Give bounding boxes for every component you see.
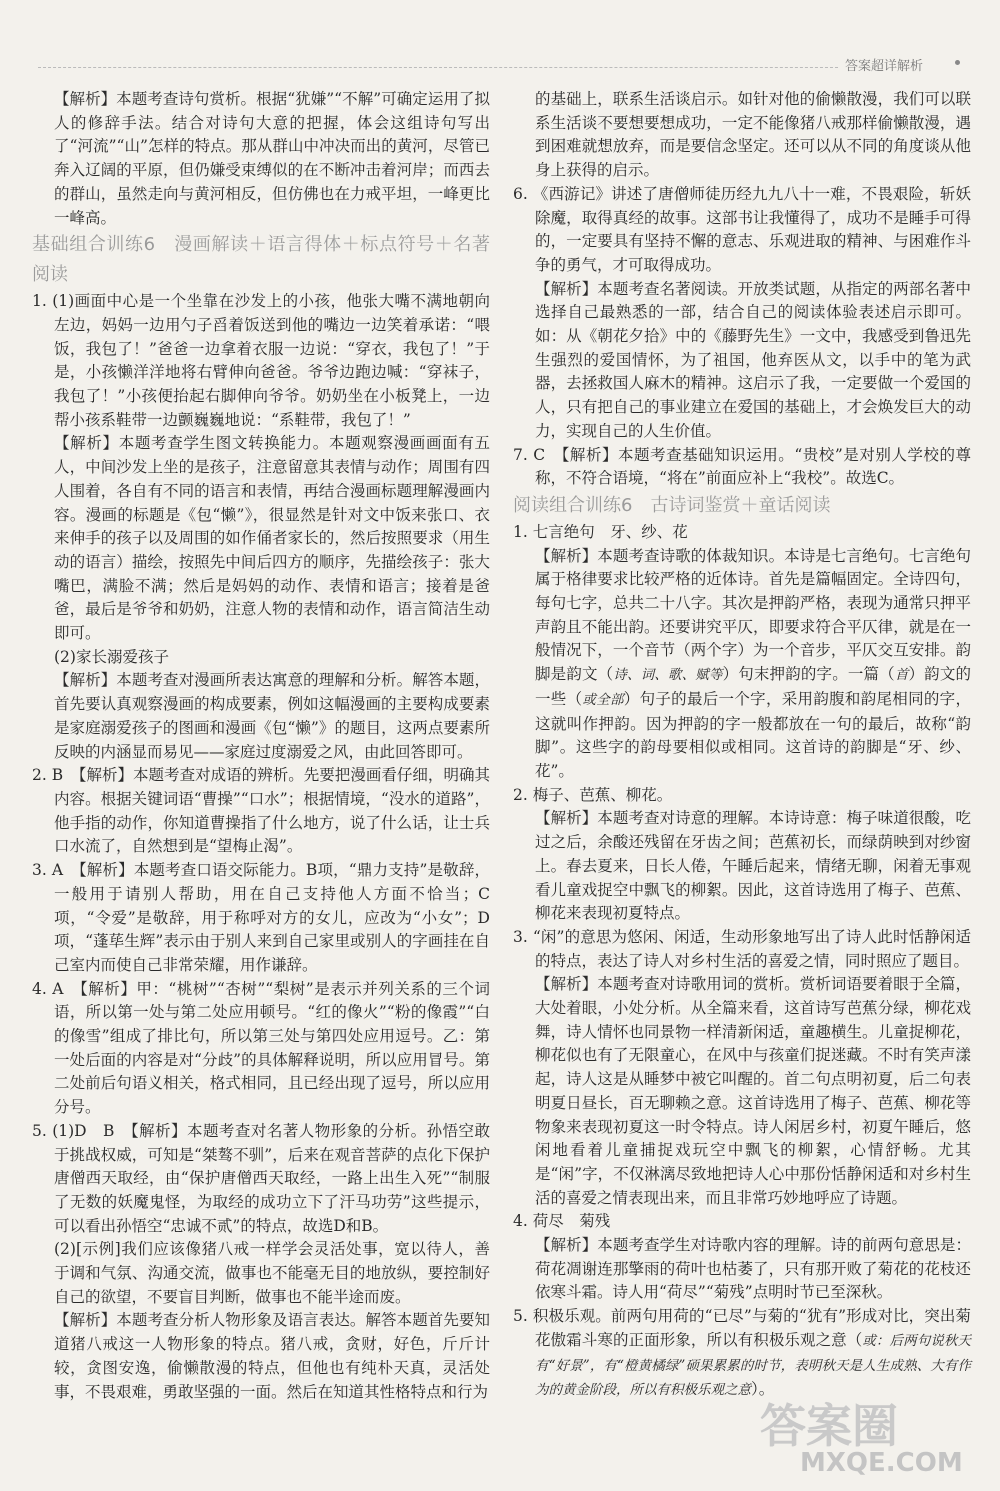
answer-item: 6. 《西游记》讲述了唐僧师徒历经九九八十一难，不畏艰险，斩妖除魔，取得真经的故事。这部书让我懂得了，成功不是睡手可得的，一定要具有坚持不懈的意志、乐观进取的精神、与困难作斗争的勇气，才可取得成功。 <box>513 184 971 274</box>
section-heading: 基础组合训练6 漫画解读＋语言得体＋标点符号＋名著阅读 <box>32 234 490 286</box>
answer-item <box>513 1305 971 1403</box>
answer-item: 4. A 【解析】甲：“桃树”“杏树”“梨树”是表示并列关系的三个词语，所以第一处与第二处应用顿号。“红的像火”“粉的像霞”“白的像雪”组成了排比句，所以第三处与第四处应用逗号。乙：第一处后面的内容是对“分歧”的具体解释说明，所以应用冒号。第二处前后句语义相关，格式相同，且已经出现了逗号，所以应用分号。 <box>32 979 490 1117</box>
answer-subitem: (2)[示例]我们应该像猪八戒一样学会灵活处事，宽以待人，善于调和气氛、沟通交流，做事也不能毫无目的地放纵，要控制好自己的欲望，不要盲目判断，做事也不能半途而废。 <box>54 1240 490 1306</box>
text-run: ）韵文的一些（ <box>535 665 971 708</box>
analysis-paragraph: 的基础上，联系生活谈启示。如针对他的偷懒散漫，我们可以联系生活谈不要想要想成功，一定不能像猪八戒那样偷懒散漫，遇到困难就想放弃，而是要信念坚定。还可以从不同的角度谈从他身上获得的启示。 <box>535 90 971 180</box>
text-run: 5. 积极乐观。前两句用荷的“已尽”与菊的“犹有”形成对比，突出菊花傲霜斗寒的正面形象，所以有积极乐观之意（ <box>513 1307 971 1349</box>
answer-item: 4. 荷尽 菊残 <box>513 1212 611 1231</box>
note-run: 诗、词、歌、赋等 <box>613 667 723 684</box>
answer-subitem: (2)家长溺爱孩子 <box>54 647 169 666</box>
text-run: ）。 <box>751 1380 775 1399</box>
answer-item: 1. (1)画面中心是一个坐靠在沙发上的小孩，他张大嘴不满地朝向左边，妈妈一边用勺子舀着饭送到他的嘴边一边笑着承诺：“喂饭，我包了！”爸爸一边拿着衣服一边说：“穿衣，我包了！”于是，小孩懒洋洋地将右臂伸向爸爸。爷爷边跑边喊：“穿袜子，我包了！”小孩便抬起右脚伸向爷爷。奶奶坐在小板凳上，一边帮小孩系鞋带一边颤巍巍地说：“系鞋带，我包了！” <box>32 292 490 429</box>
right-column <box>513 88 971 1403</box>
analysis-paragraph <box>513 545 971 784</box>
answer-item: 3. A 【解析】本题考查口语交际能力。B项，“鼎力支持”是敬辞，一般用于请别人帮助，用在自己支持他人方面不恰当；C项，“令爱”是敬辞，用于称呼对方的女儿，应改为“小女”；D项，“蓬荜生辉”表示由于别人来到自己家里或别人的字画挂在自己室内而使自己非常荣耀，用作谦辞。 <box>32 861 490 974</box>
note-run: 或全部 <box>582 691 624 708</box>
analysis-paragraph: 【解析】本题考查名著阅读。开放类试题，从指定的两部名著中选择自己最熟悉的一部，结合自己的阅读体验表述启示即可。如：从《朝花夕拾》中的《藤野先生》一文中，我感受到鲁迅先生强烈的爱国情怀，为了祖国，他弃医从文，以手中的笔为武器，去拯救国人麻木的精神。这启示了我，一定要做一个爱国的人，只有把自己的事业建立在爱国的基础上，才会焕发巨大的动力，实现自己的人生价值。 <box>535 279 971 440</box>
analysis-paragraph: 【解析】本题考查诗句赏析。根据“犹嫌”“不解”可确定运用了拟人的修辞手法。结合对诗句大意的把握，体会这组诗句写出了“河流”“山”怎样的特点。那从群山中冲决而出的黄河，尽管已奔入辽阔的平原，但仍嫌受束缚似的在不断冲击着河岸；而西去的群山，虽然走向与黄河相反，但仿佛也在力戒平坦，一峰更比一峰高。 <box>54 90 490 227</box>
analysis-paragraph: 【解析】本题考查学生图文转换能力。本题观察漫画画面有五人，中间沙发上坐的是孩子，注意留意其表情与动作；周围有四人围着，各自有不同的语言和表情，再结合漫画标题理解漫画内容。漫画的标题是《包“懒”》，很显然是针对文中饭来张口、衣来伸手的孩子以及周围的如作俑者家长的，然后按照要求（用生动的语言）描绘，按照先中间后四方的顺序，先描绘孩子：张大嘴巴，满脸不满；然后是妈妈的动作、表情和语言；接着是爸爸，最后是爷爷和奶奶，注意人物的表情和动作，语言简洁生动即可。 <box>54 434 490 643</box>
watermark-logo-text: 答案圈 <box>760 1399 898 1453</box>
note-run: 首 <box>894 667 909 684</box>
text-run: 【解析】本题考查诗歌的体裁知识。本诗是七言绝句。七言绝句属于格律要求比较严格的近体诗。首先是篇幅固定。全诗四句，每句七字，总共二十八字。其次是押韵严格，表现为通常只押平声韵且不能出韵。还要讲究平仄，即要求符合平仄律，就是在一般情况下，一个音节（两个字）为一个音步，平仄交互安排。韵脚是韵文（ <box>535 546 971 684</box>
answer-item: 3. “闲”的意思为悠闲、闲适，生动形象地写出了诗人此时恬静闲适的特点，表达了诗人对乡村生活的喜爱之情，同时照应了题目。 <box>513 927 971 970</box>
analysis-paragraph: 【解析】本题考查学生对诗歌内容的理解。诗的前两句意思是：荷花凋谢连那擎雨的荷叶也枯萎了，只有那开败了菊花的花枝还依寒斗霜。诗人用“荷尽”“菊残”点明时节已至深秋。 <box>535 1236 971 1302</box>
header-dot <box>955 60 960 65</box>
analysis-paragraph: 【解析】本题考查对漫画所表达寓意的理解和分析。解答本题，首先要认真观察漫画的构成要素，例如这幅漫画的主要构成要素是家庭溺爱孩子的图画和漫画《包“懒”》的题目，这两点要素所反映的内涵显而易见——家庭过度溺爱之风，由此回答即可。 <box>54 671 490 761</box>
header-title: 答案超详解析 <box>845 59 924 74</box>
analysis-paragraph: 【解析】本题考查对诗意的理解。本诗诗意：梅子味道很酸，吃过之后，余酸还残留在牙齿之间；芭蕉初长，而绿荫映到对纱窗上。春去夏来，日长人倦，午睡后起来，情绪无聊，闲着无事观看儿童戏捉空中飘飞的柳絮。因此，这首诗选用了梅子、芭蕉、柳花来表现初夏特点。 <box>535 809 971 923</box>
answer-item: 7. C 【解析】本题考查基础知识运用。“贵校”是对别人学校的尊称，不符合语境，“将在”前面应补上“我校”。故选C。 <box>513 445 971 488</box>
analysis-paragraph: 【解析】本题考查对诗歌用词的赏析。赏析词语要着眼于全篇，大处着眼，小处分析。从全篇来看，这首诗写芭蕉分绿，柳花戏舞，诗人情怀也同景物一样清新闲适，童趣横生。儿童捉柳花，柳花似也有了无限童心，在风中与孩童们捉迷藏。不时有笑声漾起，诗人这是从睡梦中被它叫醒的。首二句点明初夏，后二句表明夏日昼长，百无聊赖之意。这首诗选用了梅子、芭蕉、柳花等物象来表现初夏这一时令特点。诗人闲居乡村，初夏午睡后，悠闲地看着儿童捕捉戏玩空中飘飞的柳絮，心情舒畅。尤其是“闲”字，不仅淋漓尽致地把诗人心中那份恬静闲适和对乡村生活的喜爱之情表现出来，而且非常巧妙地呼应了诗题。 <box>535 975 971 1207</box>
page-header <box>0 52 1000 80</box>
answer-item: 5. (1)D B 【解析】本题考查对名著人物形象的分析。孙悟空敢于挑战权威，可知是“桀骜不驯”，后来在观音菩萨的点化下保护唐僧西天取经，由“保护唐僧西天取经，一路上出生入死”“制服了无数的妖魔鬼怪，为取经的成功立下了汗马功劳”这些提示，可以看出孙悟空“忠诚不贰”的特点，故选D和B。 <box>32 1121 490 1235</box>
section-heading: 阅读组合训练6 古诗词鉴赏＋童话阅读 <box>513 494 831 516</box>
note-run: 或：后两句说秋天有“好景”，有“橙黄橘绿”硕果累累的时节，表明秋天是人生成熟、大有作为的黄金阶段，所以有积极乐观之意 <box>535 1332 971 1399</box>
watermark-url: MXQE.COM <box>800 1448 963 1478</box>
answer-item: 1. 七言绝句 牙、纱、花 <box>513 522 688 541</box>
answer-item: 2. 梅子、芭蕉、柳花。 <box>513 785 673 804</box>
analysis-paragraph: 【解析】本题考查分析人物形象及语言表达。解答本题首先要知道猪八戒这一人物形象的特点。猪八戒，贪财，好色，斤斤计较，贪图安逸，偷懒散漫的特点，但他也有纯朴天真，灵活处事，不畏艰难，勇敢坚强的一面。然后在知道其性格特点和行为 <box>54 1311 490 1401</box>
watermark-logo <box>760 1390 985 1480</box>
left-column <box>32 88 490 1404</box>
answer-item: 2. B 【解析】本题考查对成语的辨析。先要把漫画看仔细，明确其内容。根据关键词语“曹操”“口水”；根据情境，“没水的道路”，他手指的动作，你知道曹操指了什么地方，说了什么话，让士兵口水流了，自然想到是“望梅止渴”。 <box>32 766 490 856</box>
text-run: ）句子的最后一个字，采用韵腹和韵尾相同的字，这就叫作押韵。因为押韵的字一般都放在一句的最后，故称“韵脚”。这些字的韵母要相似或相同。这首诗的韵脚是“牙、纱、花”。 <box>535 689 971 780</box>
header-rule <box>38 67 838 68</box>
text-run: ）句末押韵的字。一篇（ <box>722 665 895 684</box>
